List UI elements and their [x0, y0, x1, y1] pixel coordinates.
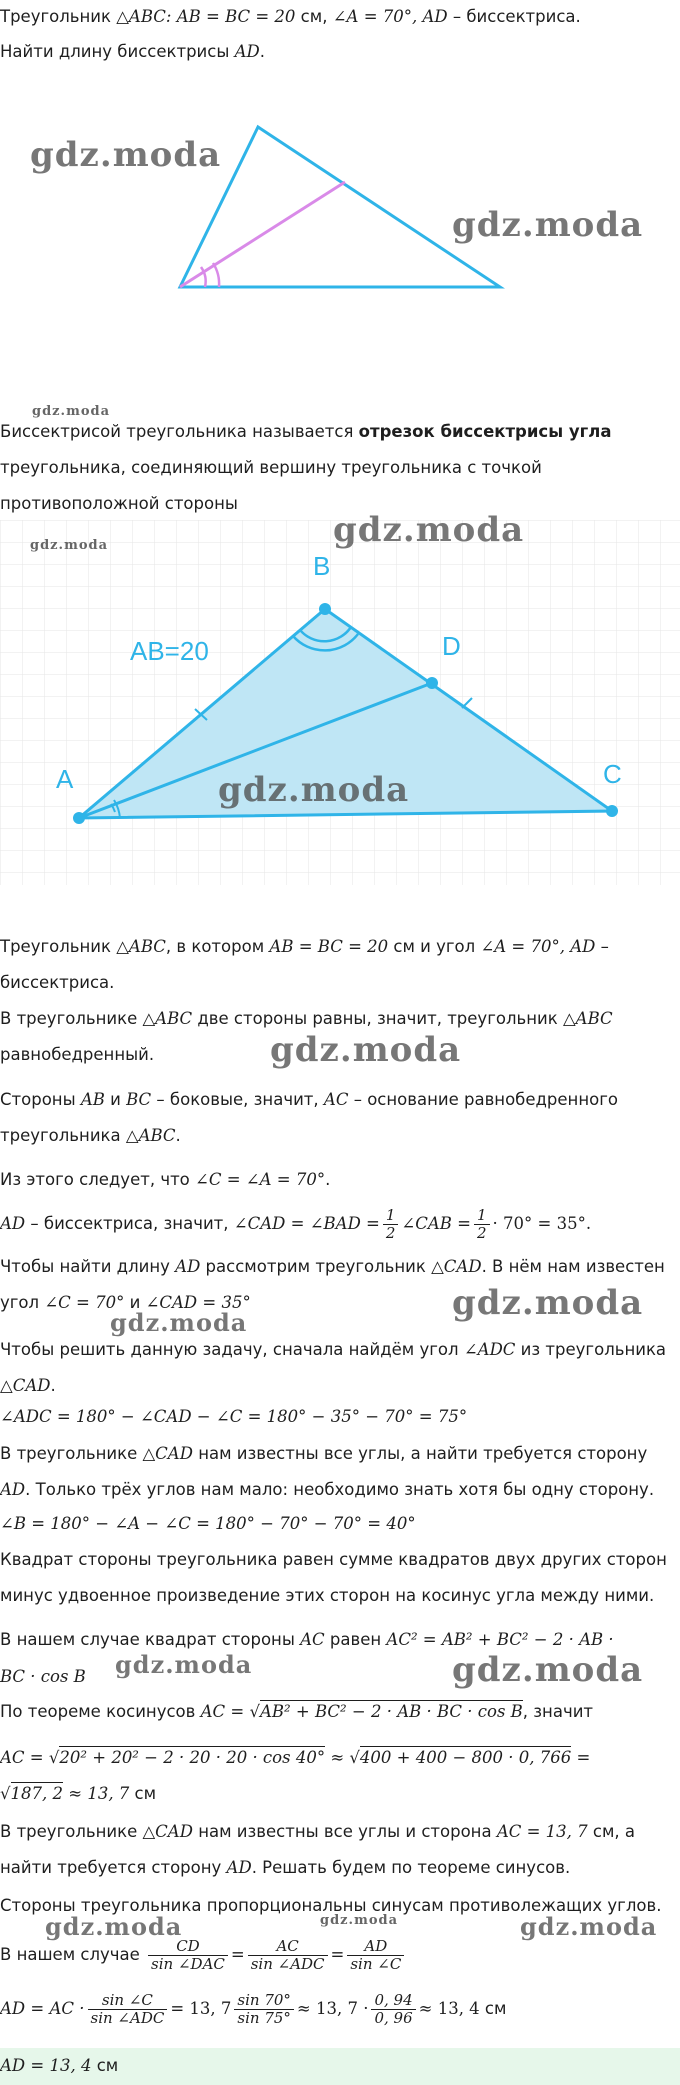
solution-line-19: В нашем случае квадрат стороны AC равен AC² = AB² + BC² − 2 · AB · — [0, 1630, 614, 1649]
watermark: gdz.moda — [45, 1912, 183, 1941]
solution-line-12: △CAD. — [0, 1376, 56, 1395]
definition-line-2: треугольника, соединяющий вершину треугольника с точкой — [0, 458, 542, 477]
solution-line-4: равнобедренный. — [0, 1045, 155, 1064]
watermark: gdz.moda — [320, 1913, 399, 1928]
solution-line-1: Треугольник △ABC, в котором AB = BC = 20 см и угол ∠A = 70°, AD – — [0, 937, 609, 956]
solution-line-28: AD = AC · $\frac{\sin \angle C}{\text{sin ∠ADC}}$ = 13, 7 $\frac{\sin 70^\circ}{\sin 75^\circ}$ ≈ 13, 7 · $\frac{0, 94}{0, 96}$ ≈ 13, 4 см — [0, 1991, 507, 2027]
label-a: A — [56, 764, 74, 794]
label-b: B — [313, 551, 331, 581]
watermark: gdz.moda — [452, 1650, 644, 1690]
solution-line-25: найти требуется сторону AD. Решать будем по теореме синусов. — [0, 1858, 571, 1877]
problem-line-2: Найти длину биссектрисы AD. — [0, 42, 266, 61]
label-ab-length: AB=20 — [130, 636, 209, 666]
solution-line-2: биссектриса. — [0, 973, 115, 992]
solution-line-22: AC = √20² + 20² − 2 · 20 · 20 · cos 40° ≈ √400 + 400 − 800 · 0, 766 = — [0, 1748, 591, 1767]
point-a — [73, 812, 85, 824]
triangle-figure-2 — [0, 520, 680, 885]
angle-arc-2 — [213, 263, 219, 287]
watermark: gdz.moda — [218, 770, 410, 810]
watermark: gdz.moda — [115, 1650, 253, 1679]
problem-line-1: Треугольник △ABC: AB = BC = 20 см, ∠A = 70°, AD – биссектриса. — [0, 7, 581, 26]
solution-line-6: треугольника △ABC. — [0, 1126, 181, 1145]
answer-line: AD = 13, 4 см — [0, 2056, 119, 2075]
watermark: gdz.moda — [270, 1030, 462, 1070]
solution-line-5: Стороны AB и BC – боковые, значит, AC – основание равнобедренного — [0, 1090, 618, 1109]
solution-line-8: AD – биссектриса, значит, ∠CAD = ∠BAD = $\frac{1}{2}$ ∠CAB = $\frac{1}{2}$ · 70° = 35°. — [0, 1206, 592, 1242]
point-c — [606, 805, 618, 817]
definition-line-1: Биссектрисой треугольника называется отрезок биссектрисы угла — [0, 422, 612, 441]
solution-line-17: Квадрат стороны треугольника равен сумме квадратов двух других сторон — [0, 1550, 667, 1569]
point-b — [319, 603, 331, 615]
watermark: gdz.moda — [110, 1308, 248, 1337]
solution-line-18: минус удвоенное произведение этих сторон на косинус угла между ними. — [0, 1586, 655, 1605]
solution-line-26: Стороны треугольника пропорциональны синусам противолежащих углов. — [0, 1896, 662, 1915]
solution-line-21: По теореме косинусов AC = √AB² + BC² − 2 · AB · BC · cos B, значит — [0, 1702, 594, 1721]
point-d — [426, 677, 438, 689]
watermark: gdz.moda — [452, 205, 644, 245]
solution-line-16: ∠B = 180° − ∠A − ∠C = 180° − 70° − 70° = 40° — [0, 1514, 416, 1533]
solution-line-14: В треугольнике △CAD нам известны все углы, а найти требуется сторону — [0, 1444, 648, 1463]
watermark: gdz.moda — [452, 1283, 644, 1323]
label-d: D — [442, 631, 461, 661]
solution-line-10: угол ∠C = 70° и ∠CAD = 35° — [0, 1293, 251, 1312]
solution-line-24: В треугольнике △CAD нам известны все углы и сторона AC = 13, 7 см, а — [0, 1822, 636, 1841]
label-c: C — [603, 759, 622, 789]
definition-line-3: противоположной стороны — [0, 494, 238, 513]
watermark: gdz.moda — [32, 404, 111, 419]
solution-line-7: Из этого следует, что ∠C = ∠A = 70°. — [0, 1170, 331, 1189]
watermark: gdz.moda — [30, 538, 109, 553]
watermark: gdz.moda — [30, 135, 222, 175]
solution-line-23: √187, 2 ≈ 13, 7 см — [0, 1784, 157, 1803]
solution-line-15: AD. Только трёх углов нам мало: необходимо знать хотя бы одну сторону. — [0, 1480, 655, 1499]
solution-line-27: В нашем случае $\frac{CD}{\text{sin ∠DAC}}$ = $\frac{AC}{\text{sin ∠ADC}}$ = $\frac{AD}{\sin \angle C}$ — [0, 1938, 680, 1973]
solution-line-20: BC · cos B — [0, 1667, 86, 1686]
watermark: gdz.moda — [333, 510, 525, 550]
watermark: gdz.moda — [520, 1912, 658, 1941]
solution-line-13: ∠ADC = 180° − ∠CAD − ∠C = 180° − 35° − 70° = 75° — [0, 1407, 468, 1426]
solution-line-9: Чтобы найти длину AD рассмотрим треугольник △CAD. В нём нам известен — [0, 1257, 665, 1276]
solution-line-11: Чтобы решить данную задачу, сначала найдём угол ∠ADC из треугольника — [0, 1340, 667, 1359]
solution-line-3: В треугольнике △ABC две стороны равны, значит, треугольник △ABC — [0, 1009, 613, 1028]
